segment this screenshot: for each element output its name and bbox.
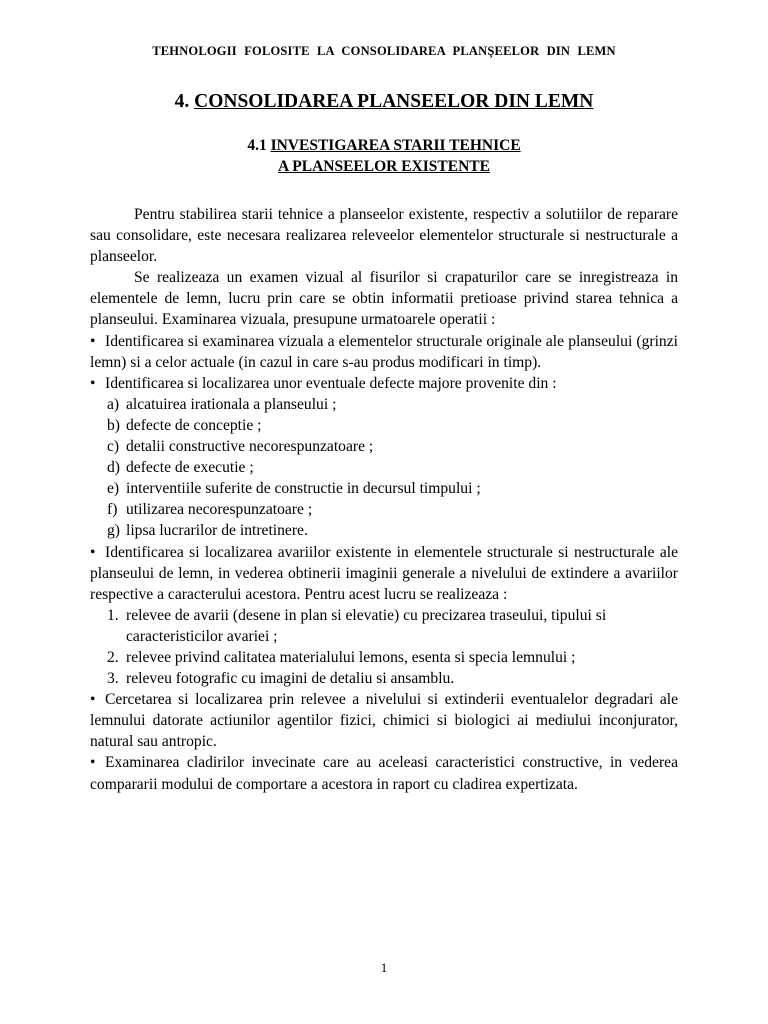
bullet-icon: • — [90, 374, 96, 392]
bullet-item — [90, 542, 678, 605]
list-item-text: releveu fotografic cu imagini de detaliu si ansamblu. — [126, 670, 455, 688]
list-item — [90, 499, 678, 520]
bullet-icon: • — [90, 754, 96, 772]
list-marker: c) — [107, 438, 120, 456]
list-item — [90, 415, 678, 436]
bullet-text: Identificarea si localizarea avariilor existente in elementele structurale si nestructurale ale planseului de lemn, in vederea obtinerii imaginii generale a nivelului de extindere a avariilor respective a caracterului acestora. Pentru acest lucru se realizeaza : — [90, 543, 678, 603]
list-marker: d) — [107, 459, 120, 477]
list-item-text: defecte de executie ; — [126, 459, 254, 477]
bullet-icon: • — [90, 691, 96, 709]
list-item-text: utilizarea necorespunzatoare ; — [126, 501, 313, 519]
list-item — [90, 520, 678, 541]
list-item — [90, 668, 678, 689]
list-item — [90, 436, 678, 457]
list-item — [90, 478, 678, 499]
list-item-text: detalii constructive necorespunzatoare ; — [126, 438, 374, 456]
bullet-item — [90, 752, 678, 794]
list-marker: g) — [107, 522, 120, 540]
chapter-title — [0, 91, 768, 113]
chapter-title-text: CONSOLIDAREA PLANSEELOR DIN LEMN — [194, 91, 594, 112]
section-title — [0, 135, 768, 177]
section-title-line2 — [0, 156, 768, 177]
list-marker: e) — [107, 480, 120, 498]
bullet-text: Cercetarea si localizarea prin relevee a nivelului si extinderii eventualelor degradari ale lemnului datorate actiunilor agentilor fizici, chimici si biologici ai mediului inconjurator, natural sau antropic. — [90, 691, 678, 751]
section-title-text-1: INVESTIGAREA STARII TEHNICE — [270, 137, 521, 154]
list-item — [90, 394, 678, 415]
list-item — [90, 457, 678, 478]
list-marker: a) — [107, 395, 120, 413]
page-number: 1 — [380, 960, 388, 975]
section-title-text-2: A PLANSEELOR EXISTENTE — [278, 158, 490, 175]
list-item-text: relevee privind calitatea materialului lemons, esenta si specia lemnului ; — [126, 648, 576, 666]
list-item-text: alcatuirea irationala a planseului ; — [126, 395, 337, 413]
running-header: TEHNOLOGII FOLOSITE LA CONSOLIDAREA PLANŞEELOR DIN LEMN — [152, 44, 616, 58]
body-text — [90, 204, 678, 795]
list-item — [90, 605, 678, 647]
list-item — [90, 647, 678, 668]
bullet-text: Identificarea si localizarea unor eventuale defecte majore provenite din : — [105, 374, 557, 392]
bullet-item — [90, 373, 678, 394]
list-marker: 3. — [107, 670, 119, 688]
bullet-icon: • — [90, 332, 96, 350]
list-marker: f) — [107, 501, 118, 519]
bullet-text: Identificarea si examinarea vizuala a elementelor structurale originale ale planseului (grinzi lemn) si a celor actuale (in cazul in care s-au produs modificari in timp). — [90, 332, 678, 371]
list-marker: 1. — [107, 606, 119, 624]
bullet-item — [90, 331, 678, 373]
list-item-text: relevee de avarii (desene in plan si elevatie) cu precizarea traseului, tipului si caracteristicilor avariei ; — [126, 606, 607, 645]
list-marker: 2. — [107, 648, 119, 666]
paragraph-visual-exam: Se realizeaza un examen vizual al fisurilor si crapaturilor care se inregistreaza in elementele de lemn, lucru prin care se obtin informatii pretioase privind starea tehnica a planseului. Examinarea vizuala, presupune urmatoarele operatii : — [90, 269, 678, 329]
bullet-icon: • — [90, 543, 96, 561]
paragraph-intro: Pentru stabilirea starii tehnice a planseelor existente, respectiv a solutiilor de reparare sau consolidare, este necesara realizarea releveelor elementelor structurale si nestructurale a planseelor. — [90, 206, 678, 266]
bullet-text: Examinarea cladirilor invecinate care au aceleasi caracteristici constructive, in vederea compararii modului de comportare a acestora in raport cu cladirea expertizata. — [90, 754, 678, 793]
list-item-text: interventiile suferite de constructie in decursul timpului ; — [126, 480, 481, 498]
section-number: 4.1 — [247, 137, 267, 154]
bullet-item — [90, 689, 678, 752]
list-item-text: defecte de conceptie ; — [126, 416, 262, 434]
section-title-line1 — [0, 135, 768, 156]
surveys-list — [90, 605, 678, 689]
defects-list — [90, 394, 678, 542]
list-item-text: lipsa lucrarilor de intretinere. — [126, 522, 308, 540]
chapter-number: 4. — [174, 91, 190, 112]
list-marker: b) — [107, 416, 120, 434]
